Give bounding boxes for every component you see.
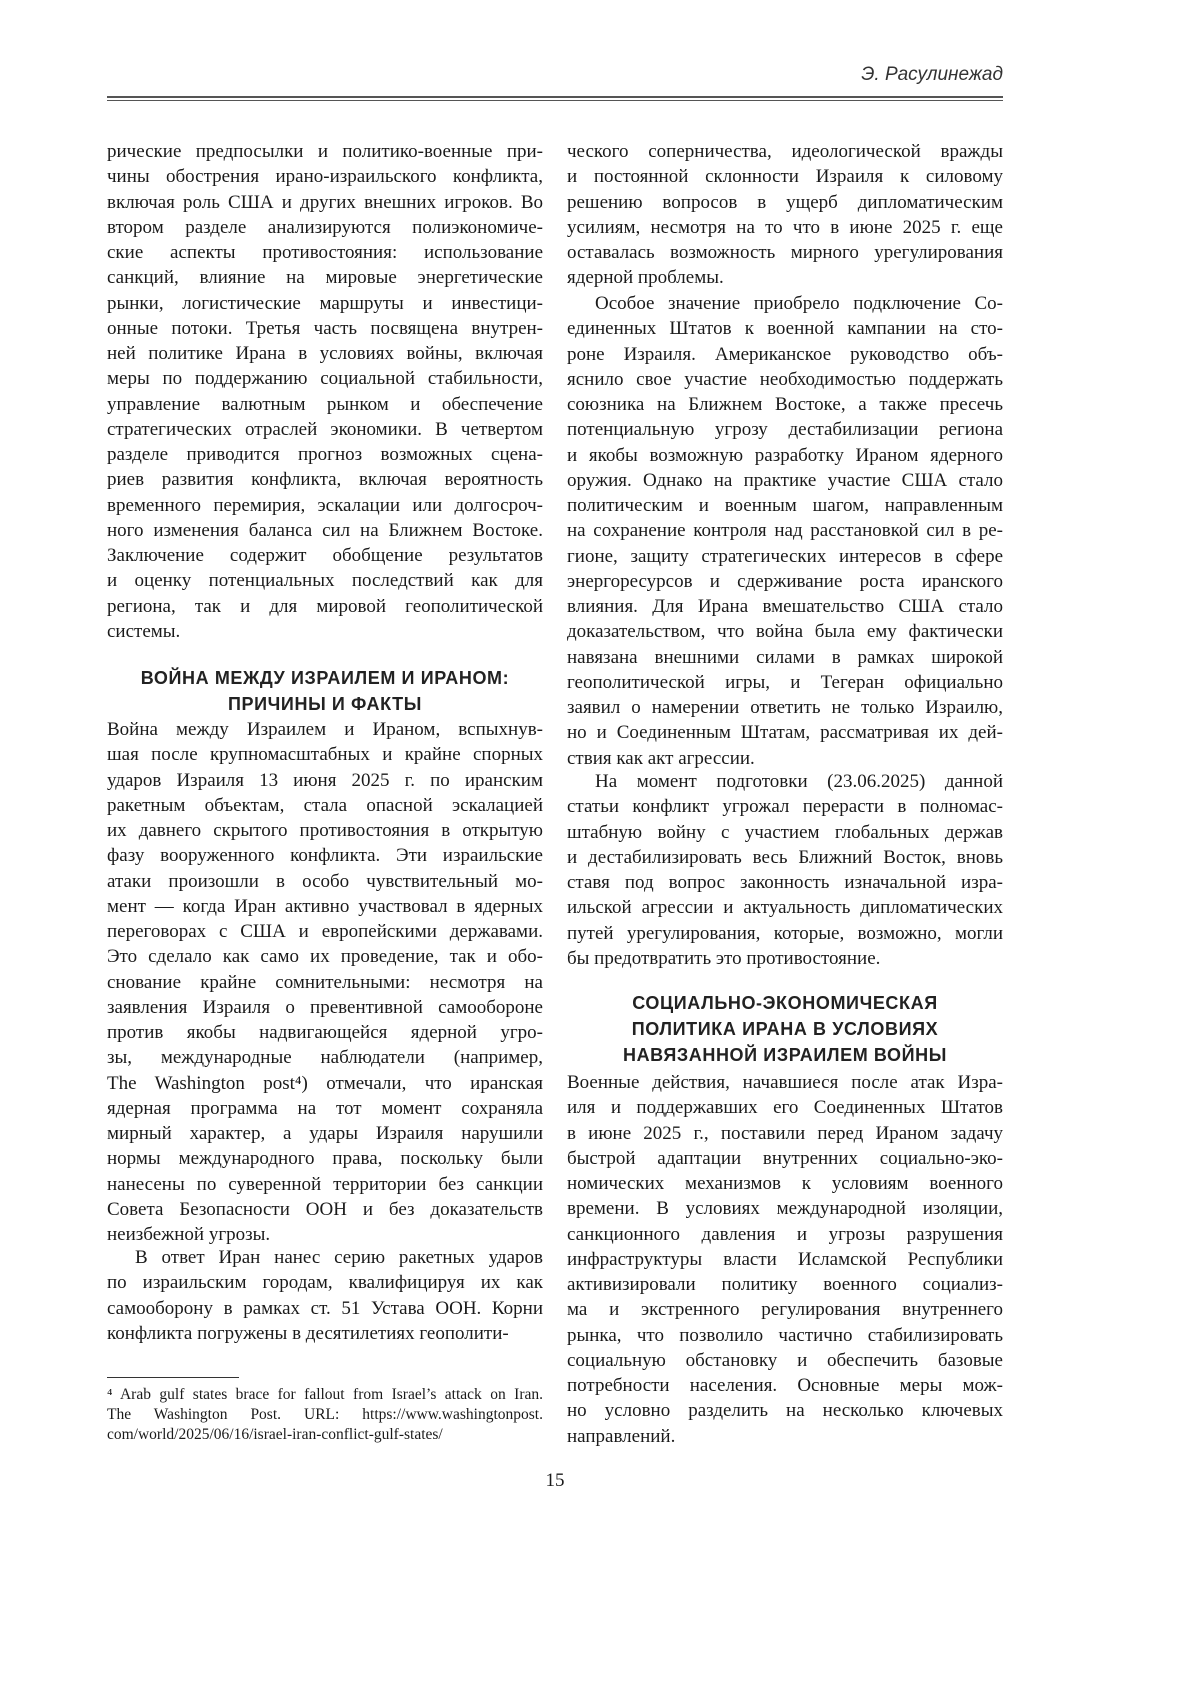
text-line: ствия как акт агрессии. — [567, 747, 755, 769]
text-line: и постоянной склонности Израиля к силовому — [567, 166, 1003, 188]
paragraph — [107, 139, 543, 644]
text-line: оставалась возможность мирного урегулирования — [567, 242, 1003, 263]
text-line: политическим и военным шагом, направленным — [567, 495, 1003, 516]
text-line: бы предотвратить это противостояние. — [567, 947, 881, 969]
paragraph — [567, 291, 1003, 771]
heading-line: ПОЛИТИКА ИРАНА В УСЛОВИЯХ — [631, 1019, 939, 1039]
heading-line: ПРИЧИНЫ И ФАКТЫ — [228, 694, 422, 714]
text-line: зы, международные наблюдатели (например, — [107, 1047, 543, 1069]
footnote — [107, 1385, 543, 1445]
text-line: рынки, логистические маршруты и инвестици- — [107, 292, 543, 314]
text-line: влияния. Для Ирана вмешательство США стало — [567, 596, 1003, 617]
text-line: ударов Израиля 13 июня 2025 г. по иранским — [107, 769, 543, 791]
text-line: инфраструктуры власти Исламской Республики — [567, 1248, 1003, 1270]
text-line: Совета Безопасности ООН и без доказательств — [107, 1198, 543, 1220]
text-line: региона, так и для мировой геополитической — [107, 595, 543, 617]
text-line: яснило свое участие необходимостью поддержать — [567, 368, 1003, 390]
section-heading — [107, 665, 543, 717]
text-line: иля и поддержавших его Соединенных Штатов — [567, 1097, 1003, 1119]
header-rule — [107, 96, 1003, 98]
text-line: союзника на Ближнем Востоке, а также пресечь — [567, 394, 1003, 415]
text-line: рынка, что позволило частично стабилизировать — [567, 1324, 1003, 1346]
text-line: The Washington Post. URL: https://www.washingtonpost. — [107, 1406, 543, 1423]
text-line: времени. В условиях международной изоляции, — [567, 1198, 1003, 1220]
text-line: конфликта погружены в десятилетиях геополити- — [107, 1322, 509, 1344]
text-line: единенных Штатов к военной кампании на сто- — [567, 318, 1003, 340]
text-line: Война между Израилем и Ираном, вспыхнув- — [107, 719, 543, 740]
text-line: рические предпосылки и политико-военные при- — [107, 141, 543, 162]
text-line: решению вопросов в ущерб дипломатическим — [567, 191, 1003, 213]
text-line: заявления Израиля о превентивной самообороне — [107, 996, 543, 1018]
text-line: самооборону в рамках ст. 51 Устава ООН. Корни — [107, 1297, 543, 1319]
text-line: Военные действия, начавшиеся после атак Изра- — [567, 1072, 1003, 1093]
text-line: ⁴ Arab gulf states brace for fallout from Israel’s attack on Iran. — [107, 1386, 543, 1403]
text-line: фазу вооруженного конфликта. Эти израильские — [107, 845, 543, 867]
text-line: быстрой адаптации внутренних социально-эко- — [567, 1147, 1003, 1169]
text-line: Заключение содержит обобщение результатов — [107, 545, 543, 566]
heading-line: СОЦИАЛЬНО-ЭКОНОМИЧЕСКАЯ — [632, 993, 938, 1013]
text-line: и якобы возможную разработку Ираном ядерного — [567, 444, 1003, 466]
text-line: номических механизмов к условиям военного — [567, 1173, 1003, 1194]
text-line: временного перемирия, эскалации или долгосроч- — [107, 494, 543, 516]
paragraph — [567, 139, 1003, 291]
text-line: статьи конфликт угрожал перерасти в полномас- — [567, 796, 1003, 818]
text-line: чины обострения ирано-израильского конфликта, — [107, 166, 543, 188]
section-heading — [567, 990, 1003, 1068]
text-line: разделе приводится прогноз возможных сцена- — [107, 444, 543, 465]
text-line: com/world/2025/06/16/israel-iran-conflict-gulf-states/ — [107, 1426, 443, 1443]
text-line: неизбежной угрозы. — [107, 1224, 271, 1245]
text-line: ней политике Ирана в условиях войны, включая — [107, 343, 543, 364]
text-line: втором разделе анализируются полиэкономиче- — [107, 216, 543, 238]
text-line: их давнего скрытого противостояния в открытую — [107, 820, 543, 841]
text-line: социальную обстановку и обеспечить базовые — [567, 1349, 1003, 1371]
header-rule-thin — [107, 100, 1003, 101]
text-line: ракетным объектам, стала опасной эскалацией — [107, 794, 543, 816]
text-line: усилиям, несмотря на то что в июне 2025 г. еще — [567, 216, 1003, 238]
text-line: стратегических отраслей экономики. В четвертом — [107, 418, 543, 440]
text-line: потребности населения. Основные меры мож- — [567, 1375, 1003, 1396]
text-line: мирный характер, а удары Израиля нарушили — [107, 1123, 543, 1144]
text-line: гионе, защиту стратегических интересов в сфере — [567, 545, 1003, 567]
paragraph — [567, 1070, 1003, 1449]
text-line: ма и экстренного регулирования внутреннего — [567, 1299, 1003, 1321]
text-line: доказательством, что война была ему фактически — [567, 621, 1003, 643]
text-line: направлений. — [567, 1425, 676, 1447]
text-line: ядерной проблемы. — [567, 267, 724, 289]
heading-line: ВОЙНА МЕЖДУ ИЗРАИЛЕМ И ИРАНОМ: — [140, 668, 510, 688]
text-line: ядерная программа на тот момент сохраняла — [107, 1097, 543, 1119]
text-line: потенциальную угрозу дестабилизации региона — [567, 419, 1003, 441]
text-line: онные потоки. Третья часть посвящена внутрен- — [107, 317, 543, 339]
page-number: 15 — [545, 1470, 565, 1491]
text-line: переговорах с США и европейскими державами. — [107, 921, 543, 942]
text-line: штабную войну с участием глобальных держав — [567, 821, 1003, 843]
text-line: нормы международного права, поскольку были — [107, 1148, 543, 1170]
text-line: Особое значение приобрело подключение Со- — [595, 293, 1003, 314]
text-line: мент — когда Иран активно участвовал в ядерных — [107, 895, 543, 917]
text-line: атаки произошли в особо чувствительный мо- — [107, 870, 543, 892]
text-line: Это сделало как само их проведение, так и обо- — [107, 946, 543, 968]
text-line: в июне 2025 г., поставили перед Ираном задачу — [567, 1122, 1003, 1144]
heading-line: НАВЯЗАННОЙ ИЗРАИЛЕМ ВОЙНЫ — [622, 1045, 947, 1065]
text-line: санкционного давления и угрозы разрушения — [567, 1223, 1003, 1245]
text-line: навязана внешними силами в рамках широкой — [567, 646, 1003, 668]
paragraph — [107, 1245, 543, 1346]
text-line: включая роль США и других внешних игроков. Во — [107, 191, 543, 213]
text-line: ские аспекты противостояния: использование — [107, 242, 543, 263]
text-line: геополитической игры, и Тегеран официально — [567, 671, 1003, 693]
text-line: снование крайне сомнительными: несмотря на — [107, 971, 543, 993]
text-line: против якобы надвигающейся ядерной угро- — [107, 1022, 543, 1043]
text-line: ставя под вопрос законность изначальной изра- — [567, 872, 1003, 893]
text-line: На момент подготовки (23.06.2025) данной — [595, 771, 1003, 792]
text-line: роне Израиля. Американское руководство объ- — [567, 343, 1003, 365]
text-line: и оценку потенциальных последствий как для — [107, 570, 543, 592]
text-line: путей урегулирования, которые, возможно, могли — [567, 922, 1003, 944]
text-line: В ответ Иран нанес серию ракетных ударов — [135, 1247, 543, 1268]
text-line: активизировали политику военного социализ- — [567, 1274, 1003, 1295]
text-line: ного изменения баланса сил на Ближнем Востоке. — [107, 519, 543, 541]
text-line: риев развития конфликта, включая вероятность — [107, 469, 543, 491]
text-line: ческого соперничества, идеологической вражды — [567, 141, 1003, 162]
paragraph — [107, 717, 543, 1247]
text-line: по израильским городам, квалифицируя их как — [107, 1272, 543, 1294]
text-line: на сохранение контроля над расстановкой сил в ре- — [567, 520, 1003, 542]
text-line: системы. — [107, 620, 181, 642]
text-line: меры по поддержанию социальной стабильности, — [107, 368, 543, 390]
text-line: и дестабилизировать весь Ближний Восток, вновь — [567, 846, 1003, 868]
text-line: но условно разделить на несколько ключевых — [567, 1400, 1003, 1422]
text-line: ильской агрессии и актуальность дипломатических — [567, 897, 1003, 919]
text-line: заявил о намерении ответить не только Израилю, — [567, 697, 1003, 718]
running-head-author: Э. Расулинежад — [861, 64, 1003, 85]
text-line: но и Соединенным Штатам, рассматривая их дей- — [567, 722, 1003, 744]
footnote-rule — [107, 1377, 239, 1378]
text-line: шая после крупномасштабных и крайне спорных — [107, 744, 543, 766]
text-line: оружия. Однако на практике участие США стало — [567, 469, 1003, 491]
text-line: нанесены по суверенной территории без санкции — [107, 1173, 543, 1195]
text-line: The Washington post⁴) отмечали, что иранская — [107, 1072, 543, 1094]
text-line: энергоресурсов и сдерживание роста иранского — [567, 570, 1003, 592]
text-line: санкций, влияние на мировые энергетические — [107, 267, 543, 289]
text-line: управление валютным рынком и обеспечение — [107, 393, 543, 415]
paragraph — [567, 769, 1003, 971]
